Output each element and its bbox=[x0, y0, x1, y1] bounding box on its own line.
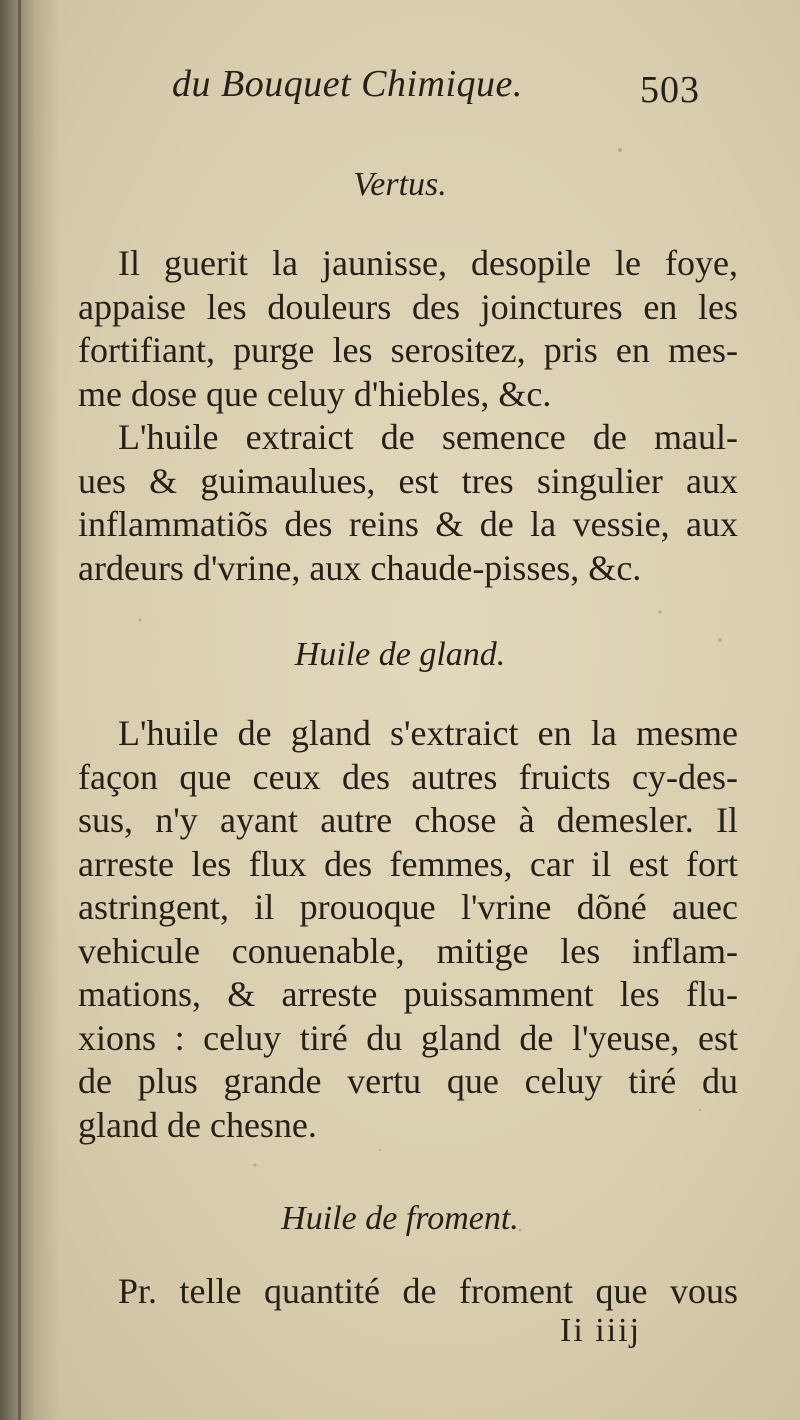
text-line: me dose que celuy d'hiebles, &c. bbox=[78, 373, 552, 414]
text-line: vehicule conuenable, mitige les inflam- bbox=[78, 930, 738, 971]
text-line: sus, n'y ayant autre chose à demesler. Il bbox=[78, 800, 738, 840]
running-head: du Bouquet Chimique. bbox=[172, 63, 523, 105]
text-line: xions : celuy tiré du gland de l'yeuse, est bbox=[78, 1017, 738, 1058]
text-line: astringent, il prouoque l'vrine dõné auec bbox=[78, 887, 738, 927]
text-line: L'huile extraict de semence de maul- bbox=[118, 417, 738, 457]
signature-mark: Ii iiij bbox=[560, 1312, 642, 1349]
text-line: L'huile de gland s'extraict en la mesme bbox=[118, 713, 738, 753]
section-heading-vertus: Vertus. bbox=[353, 166, 447, 203]
text-line: de plus grande vertu que celuy tiré du bbox=[78, 1061, 738, 1101]
section-heading-huile-de-froment: Huile de froment. bbox=[281, 1200, 519, 1237]
text-line: ardeurs d'vrine, aux chaude-pisses, &c. bbox=[78, 547, 642, 588]
text-line: Pr. telle quantité de froment que vous bbox=[118, 1271, 738, 1311]
text-line: façon que ceux des autres fruicts cy-des- bbox=[78, 756, 738, 797]
text-line: ues & guimaulues, est tres singulier aux bbox=[78, 460, 738, 501]
paragraph-huile-de-froment bbox=[78, 1270, 738, 1314]
text-line: appaise les douleurs des joinctures en les bbox=[78, 286, 738, 327]
paragraph-vertus-2 bbox=[78, 416, 738, 590]
text-line: arreste les flux des femmes, car il est fort bbox=[78, 843, 738, 884]
page-header bbox=[0, 62, 800, 112]
text-line: Il guerit la jaunisse, desopile le foye, bbox=[118, 243, 738, 283]
paragraph-vertus-1 bbox=[78, 242, 738, 416]
section-heading-huile-de-gland: Huile de gland. bbox=[294, 636, 506, 673]
text-line: gland de chesne. bbox=[78, 1104, 317, 1145]
text-line: inflammatiõs des reins & de la vessie, aux bbox=[78, 504, 738, 544]
text-line: mations, & arreste puissamment les flu- bbox=[78, 974, 738, 1014]
page-number: 503 bbox=[640, 69, 700, 111]
text-line: fortifiant, purge les serositez, pris en mes- bbox=[78, 330, 738, 370]
paragraph-huile-de-gland bbox=[78, 712, 738, 1147]
